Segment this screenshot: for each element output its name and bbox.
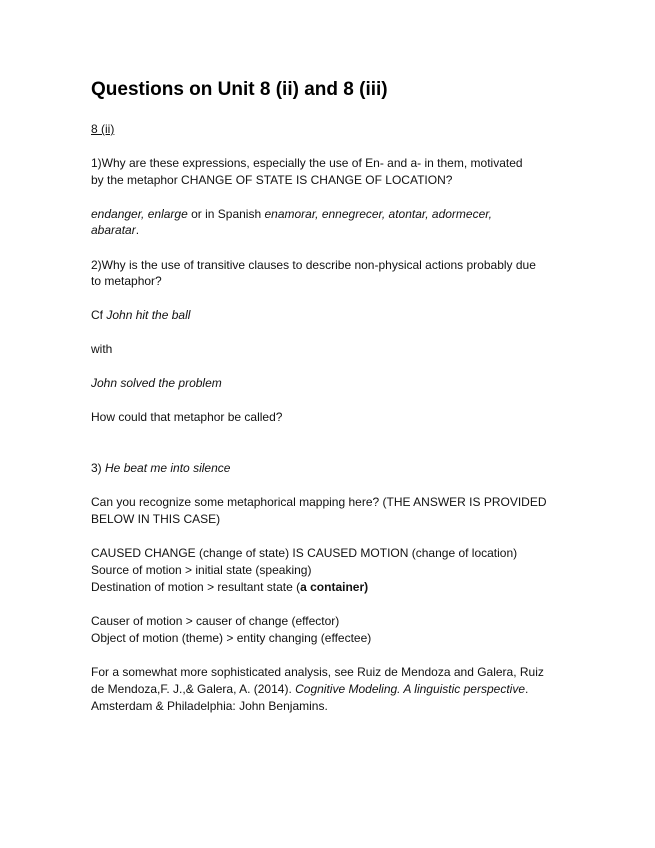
example-2: [91, 375, 222, 392]
reference-line-3: Amsterdam & Philadelphia: John Benjamins.: [91, 699, 328, 713]
reference-line-1: For a somewhat more sophisticated analysis, see Ruiz de Mendoza and Galera, Ruiz: [91, 665, 544, 679]
mapping-line-4: Causer of motion > causer of change (effector): [91, 614, 340, 628]
examples-english: endanger, enlarge: [91, 207, 188, 221]
question-2-followup: How could that metaphor be called?: [91, 410, 283, 424]
mapping-line-5: Object of motion (theme) > entity changing (effectee): [91, 631, 372, 645]
mapping-line-1: CAUSED CHANGE (change of state) IS CAUSED MOTION (change of location): [91, 546, 518, 560]
cf-example: [91, 307, 190, 324]
question-2-line-1: 2)Why is the use of transitive clauses to describe non-physical actions probably due: [91, 258, 536, 272]
mapping-line-2: Source of motion > initial state (speaking): [91, 563, 312, 577]
question-1-line-1: 1)Why are these expressions, especially the use of En- and a- in them, motivated: [91, 156, 523, 170]
example-2-sentence: John solved the problem: [91, 376, 222, 390]
examples-spanish-last: abaratar: [91, 223, 136, 237]
section-heading: 8 (ii): [91, 122, 115, 136]
mapping-line-3-bold: a container): [300, 580, 369, 594]
examples-line-2: [91, 222, 139, 239]
mapping-line-3: [91, 579, 368, 596]
question-3: [91, 460, 230, 477]
question-1-line-2: by the metaphor CHANGE OF STATE IS CHANGE OF LOCATION?: [91, 173, 453, 187]
question-3-line-2: BELOW IN THIS CASE): [91, 512, 221, 526]
mapping-line-3-text: Destination of motion > resultant state (: [91, 580, 301, 594]
examples-connector: or in Spanish: [187, 207, 265, 221]
reference-book-title: Cognitive Modeling. A linguistic perspective: [295, 682, 526, 696]
question-3-prefix: 3): [91, 461, 106, 475]
question-3-sentence: He beat me into silence: [105, 461, 231, 475]
reference-line-2: [91, 681, 528, 698]
with-text: with: [91, 342, 113, 356]
cf-prefix: Cf: [91, 308, 107, 322]
reference-authors: de Mendoza,F. J.,& Galera, A. (2014).: [91, 682, 296, 696]
examples-spanish: enamorar, ennegrecer, atontar, adormecer,: [264, 207, 492, 221]
reference-period: .: [525, 682, 529, 696]
examples-line-1: [91, 206, 492, 223]
cf-sentence: John hit the ball: [106, 308, 191, 322]
question-3-line-1: Can you recognize some metaphorical mapping here? (THE ANSWER IS PROVIDED: [91, 495, 547, 509]
page-title: Questions on Unit 8 (ii) and 8 (iii): [91, 79, 388, 100]
question-2-line-2: to metaphor?: [91, 274, 162, 288]
examples-period: .: [135, 223, 140, 237]
